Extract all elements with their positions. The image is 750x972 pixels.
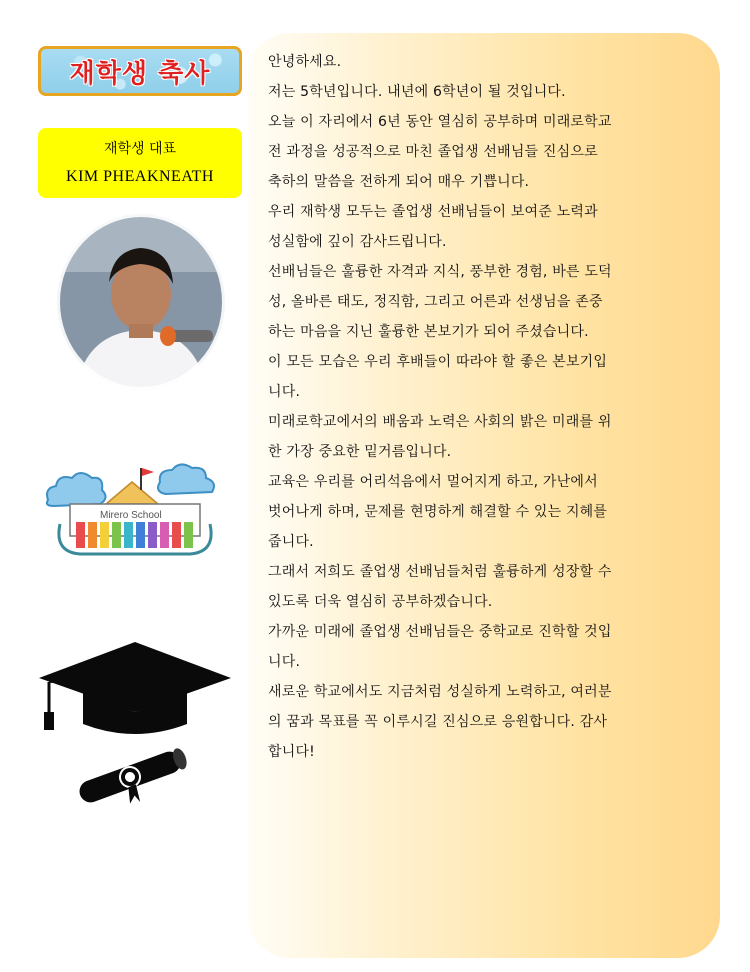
letter-line: 오늘 이 자리에서 6년 동안 열심히 공부하며 미래로학교 <box>268 114 612 130</box>
letter-line: 합니다! <box>268 744 315 760</box>
representative-name: KIM PHEAKNEATH <box>66 168 214 185</box>
letter-line: 우리 재학생 모두는 졸업생 선배님들이 보여준 노력과 <box>268 204 598 220</box>
letter-line: 미래로학교에서의 배움과 노력은 사회의 밝은 미래를 위 <box>268 414 612 430</box>
letter-line: 교육은 우리를 어리석음에서 멀어지게 하고, 가난에서 <box>268 474 598 490</box>
letter-line: 성실함에 깊이 감사드립니다. <box>268 234 447 250</box>
diploma-scroll-icon <box>65 742 195 812</box>
letter-line: 축하의 말씀을 전하게 되어 매우 기쁩니다. <box>268 174 530 190</box>
letter-line: 있도록 더욱 열심히 공부하겠습니다. <box>268 594 493 610</box>
letter-line: 저는 5학년입니다. 내년에 6학년이 될 것입니다. <box>268 84 566 100</box>
student-photo <box>55 212 227 392</box>
letter-line: 니다. <box>268 654 301 670</box>
letter-line: 새로운 학교에서도 지금처럼 성실하게 노력하고, 여러분 <box>268 684 612 700</box>
page-title: 재학생 축사 <box>69 58 211 89</box>
letter-line: 선배님들은 훌륭한 자격과 지식, 풍부한 경험, 바른 도덕 <box>268 264 612 280</box>
school-logo-text: Mirero School <box>100 510 162 521</box>
letter-line: 안녕하세요. <box>268 54 342 70</box>
letter-line: 그래서 저희도 졸업생 선배님들처럼 훌륭하게 성장할 수 <box>268 564 612 580</box>
letter-line: 전 과정을 성공적으로 마친 졸업생 선배님들 진심으로 <box>268 144 598 160</box>
graduation-cap-icon <box>35 640 235 740</box>
letter-line: 한 가장 중요한 밑거름입니다. <box>268 444 452 460</box>
letter-line: 성, 올바른 태도, 정직함, 그리고 어른과 선생님을 존중 <box>268 294 603 310</box>
letter-line: 니다. <box>268 384 301 400</box>
letter-line: 이 모든 모습은 우리 후배들이 따라야 할 좋은 본보기입 <box>268 354 608 370</box>
letter-line: 가까운 미래에 졸업생 선배님들은 중학교로 진학할 것입 <box>268 624 612 640</box>
representative-role: 재학생 대표 <box>103 141 177 157</box>
letter-line: 의 꿈과 목표를 꼭 이루시길 진심으로 응원합니다. 감사 <box>268 714 608 730</box>
representative-box <box>38 128 242 198</box>
congratulatory-letter <box>248 33 720 958</box>
letter-line: 벗어나게 하며, 문제를 현명하게 해결할 수 있는 지혜를 <box>268 504 608 520</box>
title-banner <box>38 46 242 96</box>
letter-line: 하는 마음을 지닌 훌륭한 본보기가 되어 주셨습니다. <box>268 324 589 340</box>
letter-line: 줍니다. <box>268 534 314 550</box>
school-logo <box>40 460 230 570</box>
